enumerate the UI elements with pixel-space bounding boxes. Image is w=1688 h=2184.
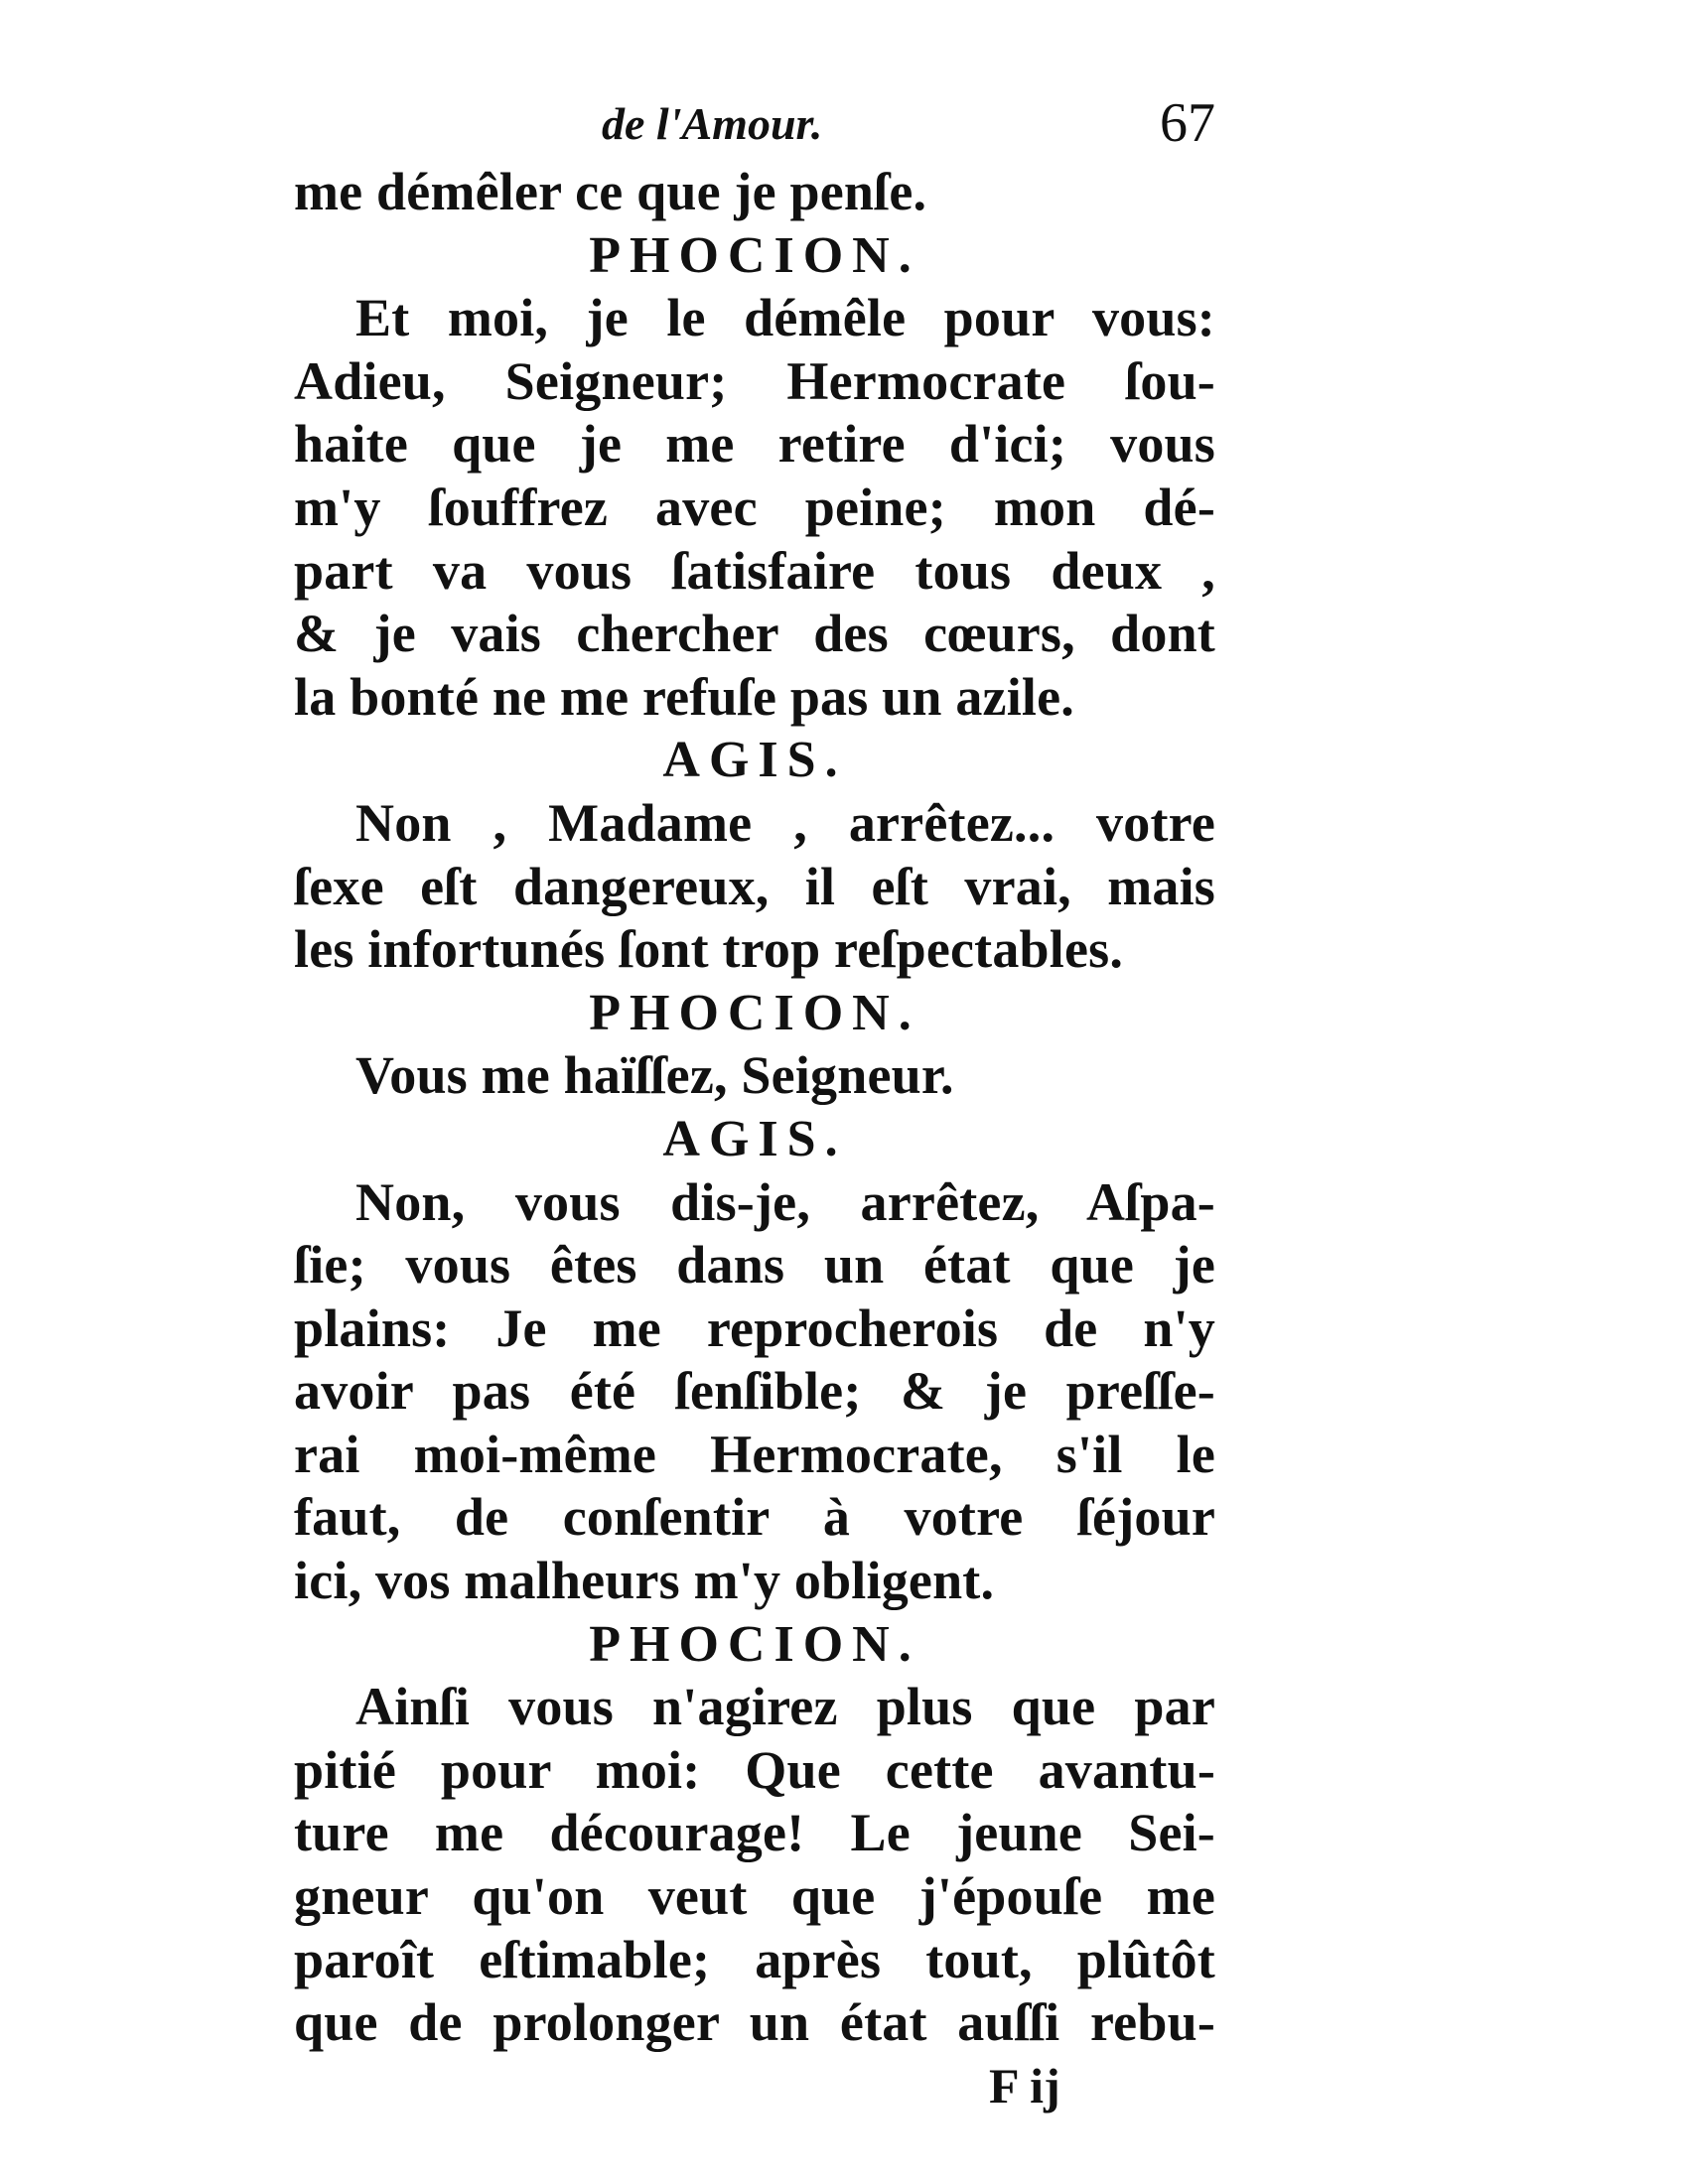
text-line: la bonté ne me refuſe pas un azile.	[294, 666, 1074, 727]
speaker-name: AGIS.	[662, 732, 847, 789]
text-line: ture me décourage! Le jeune Sei-	[294, 1803, 1215, 1863]
text-line: pitié pour moi: Que cette avantu-	[294, 1739, 1215, 1800]
text-line: gneur qu'on veut que j'épouſe me	[294, 1866, 1215, 1927]
text-line: me démêler ce que je penſe.	[294, 162, 927, 221]
text-line: part va vous ſatisfaire tous deux ,	[294, 540, 1215, 601]
text-line: Non, vous dis-je, arrêtez, Aſpa-	[355, 1171, 1215, 1232]
text-line: Ainſi vous n'agirez plus que par	[355, 1677, 1215, 1737]
speaker-name: PHOCION.	[589, 1615, 920, 1673]
page-number: 67	[1160, 92, 1215, 154]
text-line: Et moi, je le démêle pour vous:	[355, 288, 1215, 348]
page-header	[294, 91, 1215, 161]
text-line: haite que je me retire d'ici; vous	[294, 414, 1215, 475]
speaker-name: AGIS.	[662, 1110, 847, 1167]
text-line: paroît eſtimable; après tout, plûtôt	[294, 1929, 1215, 1989]
text-line: Adieu, Seigneur; Hermocrate ſou-	[294, 350, 1215, 411]
text-line: faut, de conſentir à votre ſéjour	[294, 1487, 1215, 1548]
speaker-name: PHOCION.	[589, 984, 920, 1041]
text-line: ſie; vous êtes dans un état que je	[294, 1235, 1215, 1296]
text-line: ſexe eſt dangereux, il eſt vrai, mais	[294, 856, 1215, 916]
text-line: Non , Madame , arrêtez... votre	[355, 792, 1215, 853]
text-line: ici, vos malheurs m'y obligent.	[294, 1551, 995, 1611]
text-line: & je vais chercher des cœurs, dont	[294, 604, 1215, 664]
text-line: rai moi-même Hermocrate, s'il le	[294, 1424, 1215, 1484]
text-line: m'y ſouffrez avec peine; mon dé-	[294, 477, 1215, 537]
text-line: Vous me haïſſez, Seigneur.	[355, 1045, 954, 1106]
text-line: que de prolonger un état auſſi rebu-	[294, 1992, 1215, 2053]
text-line: les infortunés ſont trop reſpectables.	[294, 919, 1124, 980]
text-line: avoir pas été ſenſible; & je preſſe-	[294, 1361, 1215, 1422]
signature-mark: F ij	[989, 2057, 1060, 2114]
text-line: plains: Je me reprocherois de n'y	[294, 1297, 1215, 1358]
body-text	[294, 161, 1215, 2055]
running-title: de l'Amour.	[602, 98, 823, 149]
book-page	[294, 91, 1215, 2117]
speaker-name: PHOCION.	[589, 226, 920, 284]
